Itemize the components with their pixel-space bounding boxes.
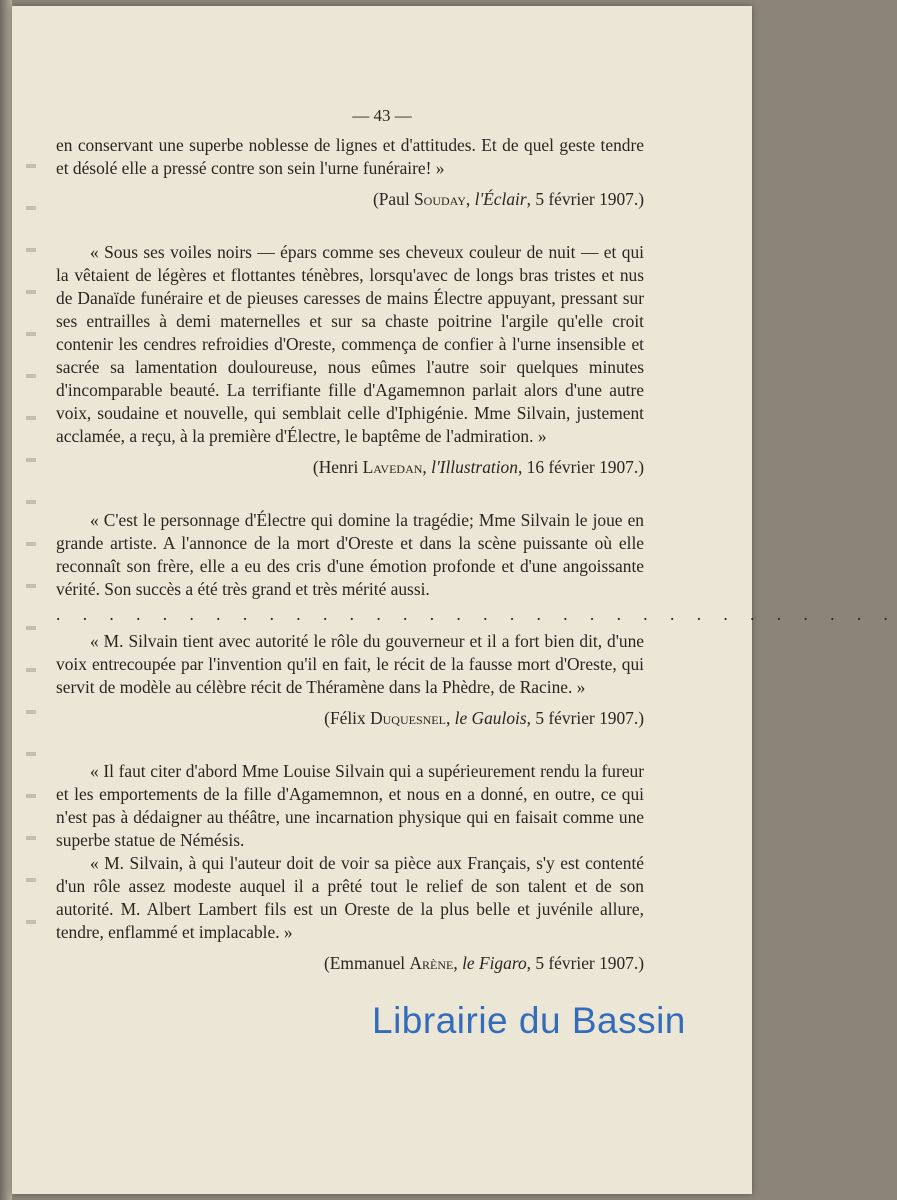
page-text (56, 134, 897, 975)
paragraph: « M. Silvain, à qui l'auteur doit de voir sa pièce aux Français, s'y est contenté d'un rôle assez modeste auquel il a prêté tout le relief de son talent et de son autorité. M. Albert Lambert fils est un Oreste de la plus belle et juvénile allure, tendre, enflammé et implacable. » (56, 853, 644, 942)
paragraph: « C'est le personnage d'Électre qui domine la tragédie; Mme Silvain le joue en grande artiste. A l'annonce de la mort d'Oreste et dans la scène puissante où elle reconnaît son frère, elle a eu des cris d'une émotion profonde et d'une angoissante vérité. Son succès a été très grand et très mérité aussi. (56, 510, 644, 599)
citation (56, 188, 644, 211)
citation-part: (Emmanuel (324, 953, 410, 973)
paragraph-gap (56, 730, 644, 760)
watermark: Librairie du Bassin (372, 1000, 686, 1041)
citation-part: l'Éclair (474, 189, 527, 209)
citation-part: , (445, 708, 455, 728)
citation-part: Souday (414, 189, 466, 209)
citation (56, 456, 644, 479)
paragraph: « Sous ses voiles noirs — épars comme ses cheveux couleur de nuit — et qui la vêtaient de légères et flottantes ténèbres, lorsqu'avec de longs bras tristes et nus de Danaïde funéraire et de pieuses caresses de mains Électre appuyant, pressant sur ses entrailles à demi maternelles et sur sa chaste poitrine l'argile qu'elle croit contenir les cendres refroidies d'Oreste, commença de confier à l'urne insensible et sacrée sa lamentation douloureuse, nous eûmes l'autre soir quelques minutes d'incomparable beauté. La terrifiante fille d'Agamemnon parlait alors d'une autre voix, soudaine et nouvelle, qui semblait celle d'Iphigénie. Mme Silvain, justement acclamée, a reçu, à la première d'Électre, le baptême de l'admiration. » (56, 242, 644, 446)
paragraph: « M. Silvain tient avec autorité le rôle du gouverneur et il a fort bien dit, d'une voix entrecoupée par l'invention qu'il en fait, le récit de la fausse mort d'Oreste, qui servit de modèle au célèbre récit de Théramène dans la Phèdre, de Racine. » (56, 631, 644, 697)
margin-marks (26, 126, 36, 926)
paragraph: « Il faut citer d'abord Mme Louise Silvain qui a supérieurement rendu la fureur et les emportements de la fille d'Agamemnon, et nous en a donné, en outre, ce qui n'est pas à dédaigner au théâtre, une incarnation physique qui en faisait comme une superbe statue de Némésis. (56, 761, 644, 850)
book-spine-edge (0, 0, 12, 1200)
citation-part: , (422, 457, 432, 477)
citation-part: le Figaro (462, 953, 527, 973)
citation-part: , 5 février 1907.) (526, 189, 644, 209)
citation-part: (Henri (312, 457, 363, 477)
citation-part: , 5 février 1907.) (526, 708, 644, 728)
citation-part: l'Illustration (431, 457, 518, 477)
paragraph-gap (56, 211, 644, 241)
citation-part: , (465, 189, 475, 209)
citation-part: (Félix (324, 708, 371, 728)
paragraph: en conservant une superbe noblesse de lignes et d'attitudes. Et de quel geste tendre et désolé elle a pressé contre son sein l'urne funéraire! » (56, 135, 644, 178)
paragraph-gap (56, 479, 644, 509)
page-number: — 43 — (352, 106, 412, 125)
ellipsis-line: . . . . . . . . . . . . . . . . . . . . . . . . . . . . . . . . (56, 604, 897, 624)
citation-part: , 5 février 1907.) (526, 953, 644, 973)
citation-part: Lavedan (362, 457, 423, 477)
citation-part: (Paul (372, 189, 414, 209)
citation-part: , (453, 953, 463, 973)
citation-part: le Gaulois (454, 708, 527, 728)
citation (56, 707, 644, 730)
citation-part: Arène (409, 953, 454, 973)
citation (56, 952, 644, 975)
citation-part: Duquesnel (370, 708, 446, 728)
citation-part: , 16 février 1907.) (517, 457, 644, 477)
